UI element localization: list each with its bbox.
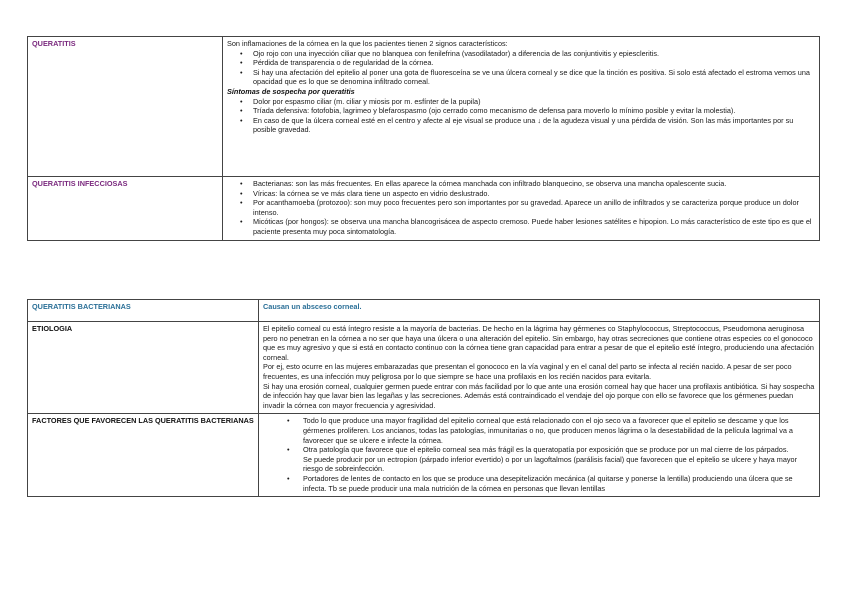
list-item: • Si hay una afectación del epitelio al poner una gota de fluoresceína se ve una úlcera corneal y se dice que la tinción es positiva. Si solo está afectado el estroma vemos una opacidad que es lo que se denomina infiltrado corneal. [253,68,815,87]
table-row [28,300,820,322]
list-item: • Por acanthamoeba (protozoo): son muy poco frecuentes pero son importantes por su gravedad. Aparece un anillo de infiltrados y se caracteriza porque produce un dolor intenso. [253,198,815,217]
subheading: Síntomas de sospecha por queratitis [227,86,355,96]
row-content-cell [259,322,820,414]
row-content-cell [223,177,820,241]
row-label-cell [28,414,259,497]
infection-types-list [227,179,815,237]
row-label-cell [28,37,223,177]
list-item-continuation: Se puede producir por un ectropion (párpado inferior evertido) o por un lagoftalmos (parálisis facial) que favorecen que el epitelio se ulcere y haya mayor riesgo de sobreinfección. [303,454,798,474]
intro-text: Son inflamaciones de la córnea en la que los pacientes tienen 2 signos característicos: [227,39,508,48]
signs-list [227,49,815,87]
row-content-cell [223,37,820,177]
list-item: • Micóticas (por hongos): se observa una mancha blancogrisácea de aspecto cremoso. Puede haber lesiones satélites e hipopion. Lo más característico de este tipo es que el paciente presenta muy poca sintomatología. [253,217,815,236]
list-item: • Bacterianas: son las más frecuentes. En ellas aparece la córnea manchada con infiltrado blanquecino, se observa una mancha opalescente sucia. [253,179,815,189]
list-item-text: Otra patología que favorece que el epitelio corneal sea más frágil es la queratopatía por exposición que se produce por un mal cierre de los párpados. [303,445,789,455]
paragraph: Por ej, esto ocurre en las mujeres embarazadas que presentan el gonococo en la vía vaginal y en el canal del parto se infecta al recién nacido. A pesar de ser poco frecuentes, es una infección muy peligrosa por lo que siempre se hace una profilaxis en los recién nacidos para evitarla. [263,362,792,381]
row-label-cell [28,177,223,241]
row-label: QUERATITIS BACTERIANAS [32,302,131,311]
paragraph: El epitelio corneal cu está íntegro resiste a la mayoría de bacterias. De hecho en la lágrima hay gérmenes co Staphylococcus, Streptococcus, Pseudomona aeruginosa pero no penetran en la córnea a no ser que haya una úlcera o una alteración del epitelio. Sin embargo, hay otras secreciones que contiene otras especies co el gonococo que es muy agresivo y que si está en contacto continuo con la córnea tiene gran capacidad para entrar a pesar de que el epitelio esté íntegro, produciendo una afectación corneal. [263,324,814,362]
row-label: ETIOLOGIA [32,324,73,333]
symptoms-list [227,97,815,135]
row-text: Causan un absceso corneal. [263,302,362,311]
list-item: • Portadores de lentes de contacto en los que se produce una desepitelización mecánica (al quitarse y ponerse la lentilla) produciendo una úlcera que se infecta. Tb se puede producir una mala nutrición de la córnea en personas que llevan lentillas [303,474,815,493]
row-label: FACTORES QUE FAVORECEN LAS QUERATITIS BACTERIANAS [32,416,254,426]
row-label: QUERATITIS INFECCIOSAS [32,179,128,188]
row-content-cell [259,414,820,497]
list-item: • Ojo rojo con una inyección ciliar que no blanquea con fenilefrina (vasodilatador) a diferencia de las conjuntivitis y epiescleritis. [253,49,815,59]
list-item: • Tríada defensiva: fotofobia, lagrimeo y blefarospasmo (ojo cerrado como mecanismo de defensa para moverlo lo mínimo posible y evitar la molestia). [253,106,815,116]
queratitis-bacterianas-table [27,299,820,497]
table-row [28,37,820,177]
row-content-cell [259,300,820,322]
list-item: • Víricas: la córnea se ve más clara tiene un aspecto en vidrio deslustrado. [253,189,815,199]
paragraph: Si hay una erosión corneal, cualquier germen puede entrar con más facilidad por lo que ante una erosión corneal hay que hacer una profilaxis antibiótica. Si hay sospecha de infección hay que lavar bien las legañas y las secreciones. Además está contraindicado el vendaje del ojo porque con ello se favorece que los gérmenes puedan invadir la córnea con mayor frecuencia y agresividad. [263,381,815,410]
row-label-cell [28,322,259,414]
list-item: • Dolor por espasmo ciliar (m. ciliar y miosis por m. esfínter de la pupila) [253,97,815,107]
list-item: • Todo lo que produce una mayor fragilidad del epitelio corneal que está relacionado con el ojo seco va a favorecer que el epitelio se descame y que los gérmenes proliferen. Los ancianos, todas las patologías, inmunitarias o no, que producen menos lágrima o la desestabilidad de la película lagrimal va a favorecer que se ulcere e infecte la córnea. [303,416,815,445]
table-row [28,414,820,497]
queratitis-table [27,36,820,241]
table-row [28,322,820,414]
table-row [28,177,820,241]
factors-list [263,416,815,493]
list-item: • En caso de que la úlcera corneal esté en el centro y afecte al eje visual se produce una ↓ de la agudeza visual y una pérdida de visión. Son las más importantes por su posible gravedad. [253,116,815,135]
list-item: • Pérdida de transparencia o de regularidad de la córnea. [253,58,815,68]
list-item [303,445,815,474]
row-label-cell [28,300,259,322]
row-label: QUERATITIS [32,39,76,48]
